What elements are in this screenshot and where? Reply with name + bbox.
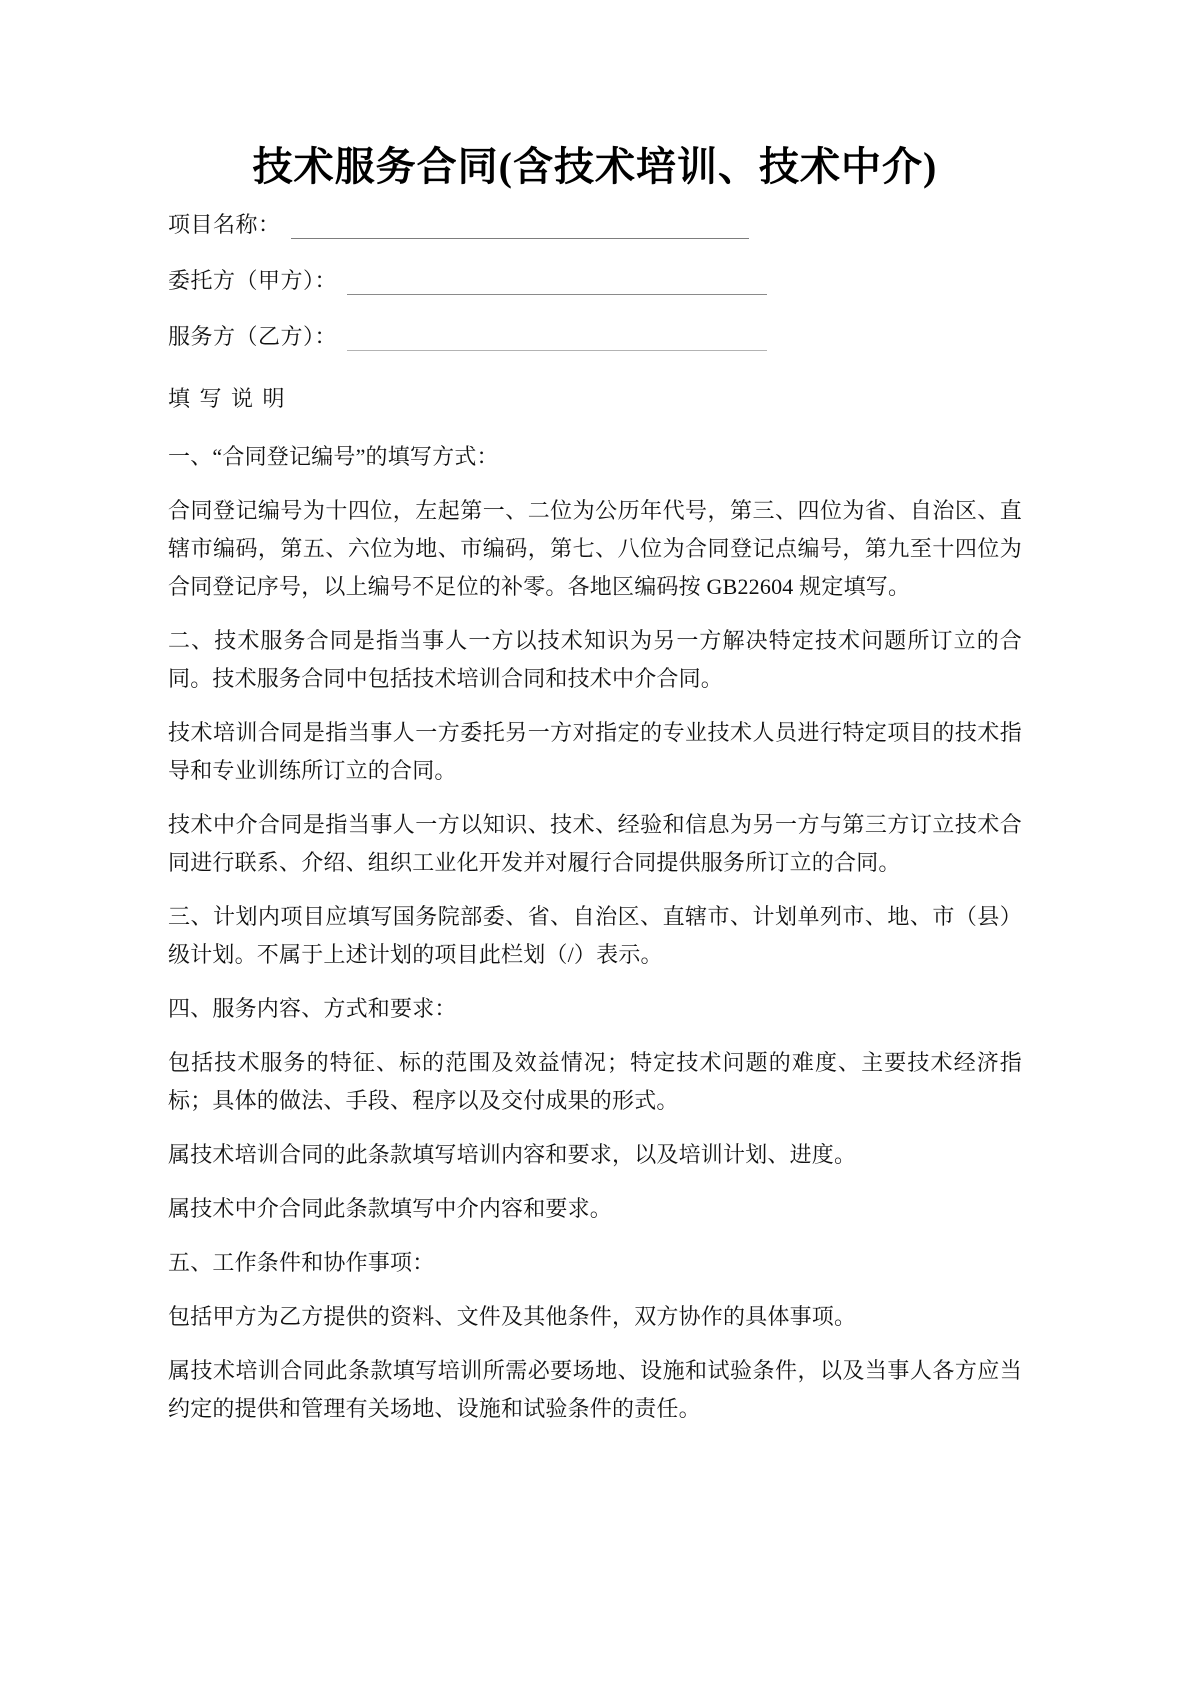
page-title: 技术服务合同(含技术培训、技术中介)	[252, 144, 938, 189]
instruction-4-training: 属技术培训合同的此条款填写培训内容和要求，以及培训计划、进度。	[168, 1142, 857, 1167]
instruction-1-heading: 一、“合同登记编号”的填写方式：	[168, 444, 499, 469]
instruction-2-training: 技术培训合同是指当事人一方委托另一方对指定的专业技术人员进行特定项目的技术指导和专业训练所订立的合同。	[168, 720, 1022, 783]
field-blank-service-party-b[interactable]	[347, 328, 767, 351]
instruction-5-training: 属技术培训合同此条款填写培训所需必要场地、设施和试验条件，以及当事人各方应当约定的提供和管理有关场地、设施和试验条件的责任。	[168, 1358, 1022, 1421]
instruction-4-intermediary: 属技术中介合同此条款填写中介内容和要求。	[168, 1196, 613, 1221]
field-row-client-party-a	[168, 264, 1022, 298]
field-label-project-name: 项目名称：	[168, 212, 281, 237]
instruction-2: 二、技术服务合同是指当事人一方以技术知识为另一方解决特定技术问题所订立的合同。技术服务合同中包括技术培训合同和技术中介合同。	[168, 628, 1022, 691]
field-row-project-name	[168, 208, 1022, 242]
instruction-4-body: 包括技术服务的特征、标的范围及效益情况；特定技术问题的难度、主要技术经济指标；具体的做法、手段、程序以及交付成果的形式。	[168, 1050, 1022, 1113]
instructions-body	[168, 438, 1022, 1428]
field-blank-client-party-a[interactable]	[347, 272, 767, 295]
instruction-3: 三、计划内项目应填写国务院部委、省、自治区、直辖市、计划单列市、地、市（县）级计划。不属于上述计划的项目此栏划（/）表示。	[168, 904, 1022, 967]
field-label-service-party-b: 服务方（乙方）：	[168, 324, 338, 349]
instruction-2-intermediary: 技术中介合同是指当事人一方以知识、技术、经验和信息为另一方与第三方订立技术合同进行联系、介绍、组织工业化开发并对履行合同提供服务所订立的合同。	[168, 812, 1022, 875]
instruction-4-heading: 四、服务内容、方式和要求：	[168, 996, 457, 1021]
instruction-1-body: 合同登记编号为十四位，左起第一、二位为公历年代号，第三、四位为省、自治区、直辖市编码，第五、六位为地、市编码，第七、八位为合同登记点编号，第九至十四位为合同登记序号，以上编号不足位的补零。各地区编码按 GB22604 规定填写。	[168, 498, 1022, 599]
field-blank-project-name[interactable]	[291, 216, 749, 239]
instructions-heading: 填 写 说 明	[168, 386, 287, 411]
instruction-5-heading: 五、工作条件和协作事项：	[168, 1250, 435, 1275]
fill-in-fields	[168, 208, 1022, 354]
field-label-client-party-a: 委托方（甲方）：	[168, 268, 338, 293]
field-row-service-party-b	[168, 320, 1022, 354]
instruction-5-body: 包括甲方为乙方提供的资料、文件及其他条件，双方协作的具体事项。	[168, 1304, 857, 1329]
